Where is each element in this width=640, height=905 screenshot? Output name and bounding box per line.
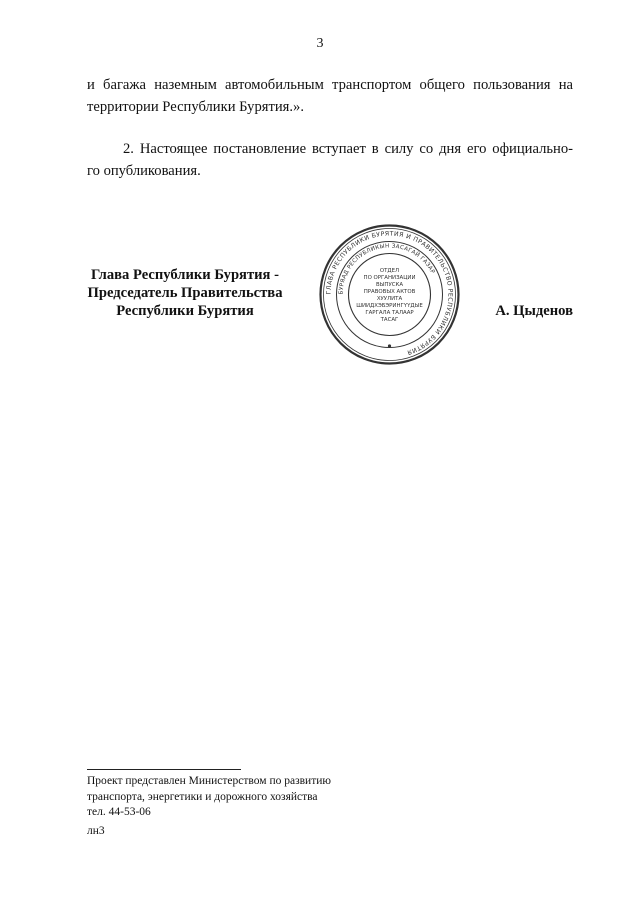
page-number: 3 xyxy=(316,36,324,51)
footnote-phone: тел. 44-53-06 xyxy=(87,806,151,818)
body-text-line: 2. Настоящее постановление вступает в силу со дня его официально- xyxy=(123,141,573,157)
seal-center-line: ПРАВОВЫХ АКТОВ xyxy=(363,289,416,295)
seal-center-line: ВЫПУСКА xyxy=(375,282,404,288)
body-text-line: территории Республики Бурятия.». xyxy=(87,99,304,115)
document-code: лн3 xyxy=(87,825,105,837)
seal-center-line: ТАСАГ xyxy=(380,317,399,323)
signatory-title-line: Глава Республики Бурятия - xyxy=(91,267,279,283)
signatory-title xyxy=(78,266,292,320)
seal-star-icon xyxy=(388,344,391,347)
footnote-divider xyxy=(87,769,241,770)
body-paragraph-2 xyxy=(87,138,573,182)
footnote-line: Проект представлен Министерством по развитию xyxy=(87,775,331,787)
seal-center-line: ПО ОРГАНИЗАЦИИ xyxy=(363,275,416,281)
seal-center-line: ШИИДХЭБЭРИНГҮҮДЫЕ xyxy=(356,303,423,309)
official-seal-stamp xyxy=(317,222,462,367)
footnote-line: транспорта, энергетики и дорожного хозяйства xyxy=(87,790,318,803)
seal-center-text xyxy=(356,268,423,323)
footnote xyxy=(87,774,331,821)
seal-outer-ring-text: ГЛАВА РЕСПУБЛИКИ БУРЯТИЯ И ПРАВИТЕЛЬСТВО РЕСПУБЛИКИ БУРЯТИЯ xyxy=(325,230,454,356)
body-paragraph-1 xyxy=(87,74,573,118)
signatory-title-line: Председатель Правительства xyxy=(87,285,283,301)
body-text-line: и багажа наземным автомобильным транспортом общего пользования на xyxy=(87,77,573,93)
seal-center-line: ГАРГАЛА ТАЛААР xyxy=(365,310,414,316)
signatory-title-line: Республики Бурятия xyxy=(116,303,254,319)
seal-inner-ring-text: БУРЯАД РЕСПУБЛИКЫН ЗАСАГАЙ ГАЗАР xyxy=(338,243,436,295)
seal-center-line: ОТДЕЛ xyxy=(379,268,400,274)
signatory-name: А. Цыденов xyxy=(495,303,573,319)
body-text-line: го опубликования. xyxy=(87,163,201,179)
seal-center-line: ХУУЛИТА xyxy=(376,296,403,302)
